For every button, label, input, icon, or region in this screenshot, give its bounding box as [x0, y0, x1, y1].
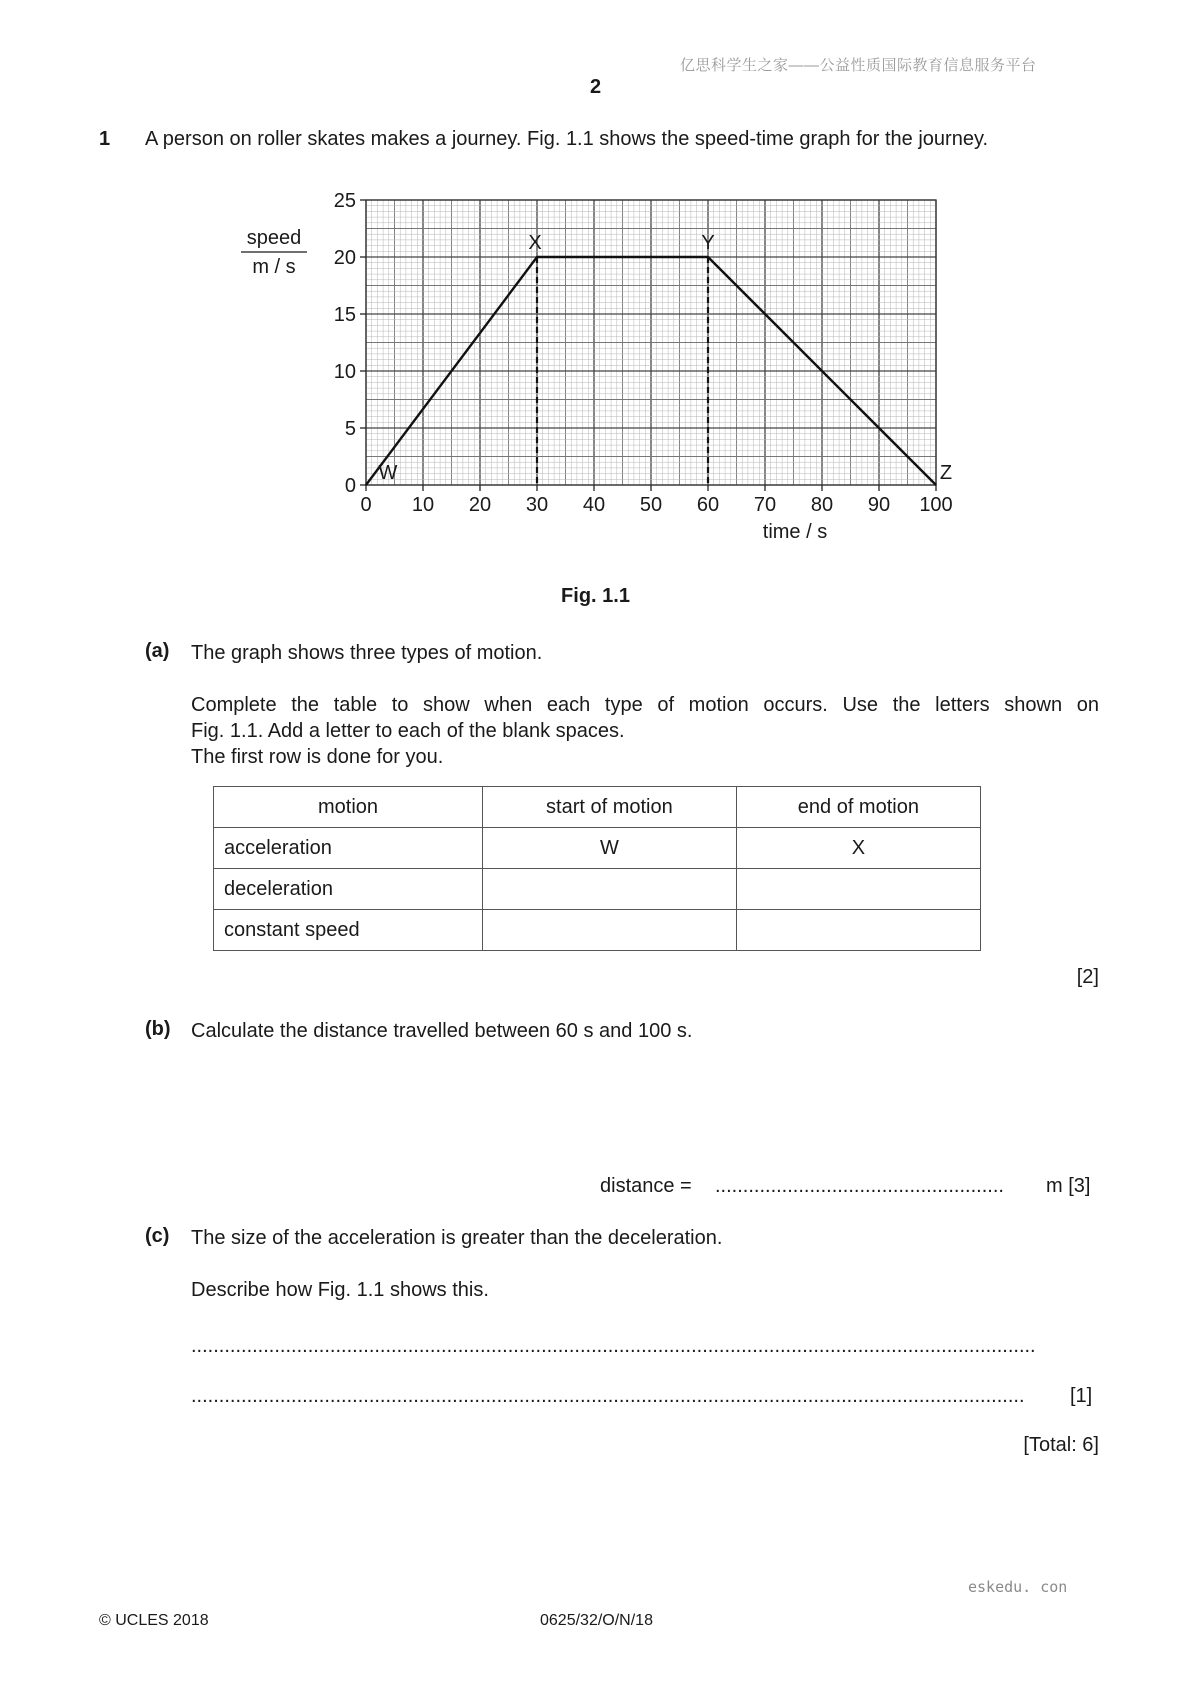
y-axis-label-bottom: m / s	[252, 256, 296, 278]
watermark: 亿思科学生之家——公益性质国际教育信息服务平台	[680, 57, 1037, 74]
table-header-cell: end of motion	[736, 787, 980, 828]
x-tick-label: 100	[919, 494, 953, 516]
table-header-cell: motion	[214, 787, 483, 828]
x-tick-label: 70	[753, 494, 777, 516]
answer-line-1[interactable]: ........................................................................................................................................................	[191, 1335, 1036, 1357]
footer-site: eskedu. con	[968, 1578, 1068, 1596]
chart-ticks	[334, 190, 953, 516]
distance-answer-field[interactable]: ....................................................	[715, 1175, 1004, 1197]
question-number: 1	[99, 128, 111, 150]
chart-grid	[366, 200, 936, 485]
distance-answer-prefix: distance =	[600, 1175, 692, 1197]
x-tick-label: 20	[468, 494, 492, 516]
point-label-w: W	[378, 462, 398, 484]
x-tick-label: 80	[810, 494, 834, 516]
footer-paper-code: 0625/32/O/N/18	[540, 1612, 653, 1629]
speed-time-graph	[220, 180, 980, 555]
x-tick-label: 50	[639, 494, 663, 516]
y-tick-label: 20	[333, 247, 356, 269]
end-cell-blank[interactable]	[736, 869, 980, 910]
x-axis-label: time / s	[762, 521, 828, 543]
question-intro: A person on roller skates makes a journey. Fig. 1.1 shows the speed-time graph for the journey.	[145, 128, 989, 150]
y-tick-label: 15	[333, 304, 356, 326]
y-axis-label-top: speed	[246, 227, 302, 249]
table-row	[214, 910, 981, 951]
distance-answer-suffix: m [3]	[1046, 1175, 1091, 1197]
part-c-line1: The size of the acceleration is greater than the deceleration.	[191, 1227, 723, 1249]
table-header-row	[214, 787, 981, 828]
y-tick-label: 0	[344, 475, 356, 497]
page-number: 2	[589, 76, 602, 98]
answer-line-2[interactable]: ......................................................................................................................................................	[191, 1385, 1025, 1407]
y-tick-label: 25	[333, 190, 356, 212]
footer-copyright: © UCLES 2018	[99, 1612, 209, 1629]
part-a-line1: The graph shows three types of motion.	[191, 642, 543, 664]
point-label-x: X	[528, 232, 542, 254]
part-c-marks: [1]	[1070, 1385, 1093, 1407]
start-cell-blank[interactable]	[483, 869, 737, 910]
point-label-y: Y	[701, 232, 715, 254]
x-tick-label: 90	[867, 494, 891, 516]
part-a-marks: [2]	[1076, 966, 1099, 988]
part-a-label: (a)	[145, 640, 170, 662]
motion-cell: constant speed	[214, 910, 483, 951]
motion-cell: acceleration	[214, 828, 483, 869]
x-tick-label: 10	[411, 494, 435, 516]
start-cell-blank[interactable]	[483, 910, 737, 951]
end-cell: X	[736, 828, 980, 869]
x-tick-label: 60	[696, 494, 720, 516]
point-label-z: Z	[939, 462, 953, 484]
table-row	[214, 869, 981, 910]
end-cell-blank[interactable]	[736, 910, 980, 951]
figure-caption: Fig. 1.1	[561, 585, 630, 607]
x-tick-label: 40	[582, 494, 606, 516]
table-header-cell: start of motion	[483, 787, 737, 828]
x-tick-label: 0	[360, 494, 372, 516]
part-b-label: (b)	[145, 1018, 171, 1040]
motion-cell: deceleration	[214, 869, 483, 910]
y-tick-label: 5	[344, 418, 356, 440]
part-c-label: (c)	[145, 1225, 170, 1247]
total-marks: [Total: 6]	[1023, 1434, 1099, 1456]
part-b-text: Calculate the distance travelled between 60 s and 100 s.	[191, 1020, 693, 1042]
start-cell: W	[483, 828, 737, 869]
part-a-line2b: Fig. 1.1. Add a letter to each of the blank spaces.	[191, 720, 625, 742]
chart-marks	[366, 232, 952, 485]
table-row	[214, 828, 981, 869]
x-tick-label: 30	[525, 494, 549, 516]
part-a-line2a: Complete the table to show when each type of motion occurs. Use the letters shown on	[191, 694, 1099, 716]
y-tick-label: 10	[333, 361, 356, 383]
part-a-line3: The first row is done for you.	[191, 746, 444, 768]
motion-table	[213, 786, 981, 951]
part-c-line2: Describe how Fig. 1.1 shows this.	[191, 1279, 489, 1301]
